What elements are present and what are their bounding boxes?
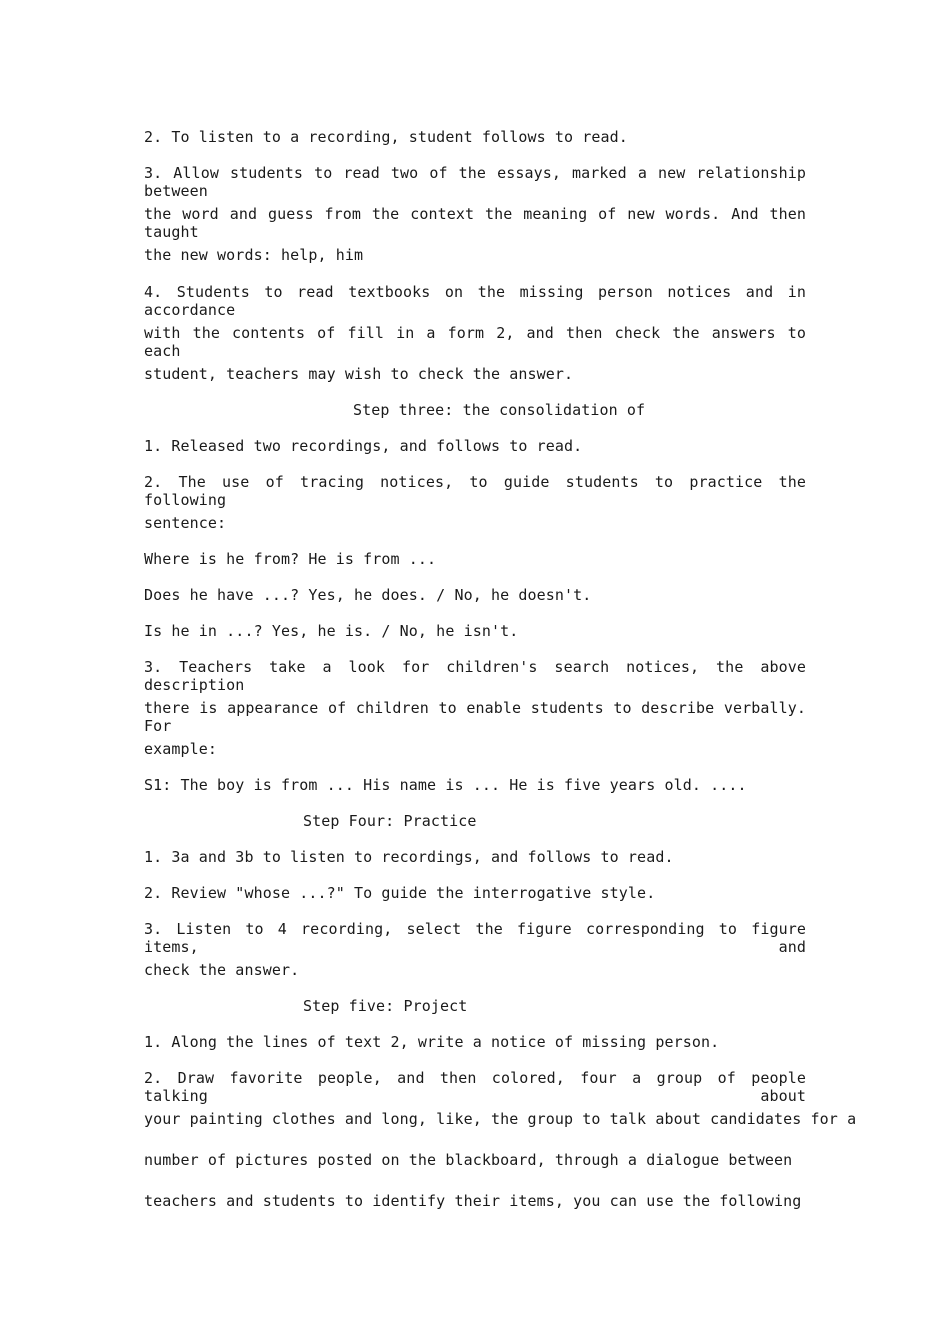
text-line: 3. Teachers take a look for children's search notices, the above description <box>144 658 806 694</box>
text-line: check the answer. <box>144 961 300 979</box>
text-line: S1: The boy is from ... His name is ... He is five years old. .... <box>144 776 747 794</box>
text-line: 1. Released two recordings, and follows to read. <box>144 437 583 455</box>
text-line: number of pictures posted on the blackboard, through a dialogue between <box>144 1151 793 1169</box>
text-line: 1. Along the lines of text 2, write a notice of missing person. <box>144 1033 720 1051</box>
section-heading: Step Four: Practice <box>303 812 477 830</box>
text-line: 1. 3a and 3b to listen to recordings, and follows to read. <box>144 848 674 866</box>
section-heading: Step three: the consolidation of <box>353 401 646 419</box>
text-line: example: <box>144 740 218 758</box>
text-line: there is appearance of children to enable students to describe verbally. For <box>144 699 806 735</box>
text-line: 2. To listen to a recording, student follows to read. <box>144 128 628 146</box>
text-line: 3. Allow students to read two of the essays, marked a new relationship between <box>144 164 806 200</box>
text-line: sentence: <box>144 514 227 532</box>
text-line: the word and guess from the context the meaning of new words. And then taught <box>144 205 806 241</box>
text-line: 2. Review "whose ...?" To guide the interrogative style. <box>144 884 656 902</box>
text-line: 3. Listen to 4 recording, select the figure corresponding to figure items, and <box>144 920 806 956</box>
text-line: Does he have ...? Yes, he does. / No, he doesn't. <box>144 586 592 604</box>
text-line: 2. The use of tracing notices, to guide students to practice the following <box>144 473 806 509</box>
text-line: Where is he from? He is from ... <box>144 550 437 568</box>
text-line: your painting clothes and long, like, the group to talk about candidates for a <box>144 1110 857 1128</box>
text-line: 2. Draw favorite people, and then colored, four a group of people talking about <box>144 1069 806 1105</box>
text-line: teachers and students to identify their items, you can use the following <box>144 1192 802 1210</box>
text-line: the new words: help, him <box>144 246 364 264</box>
text-line: with the contents of fill in a form 2, and then check the answers to each <box>144 324 806 360</box>
section-heading: Step five: Project <box>303 997 468 1015</box>
text-line: 4. Students to read textbooks on the missing person notices and in accordance <box>144 283 806 319</box>
text-line: Is he in ...? Yes, he is. / No, he isn't. <box>144 622 519 640</box>
text-line: student, teachers may wish to check the answer. <box>144 365 574 383</box>
